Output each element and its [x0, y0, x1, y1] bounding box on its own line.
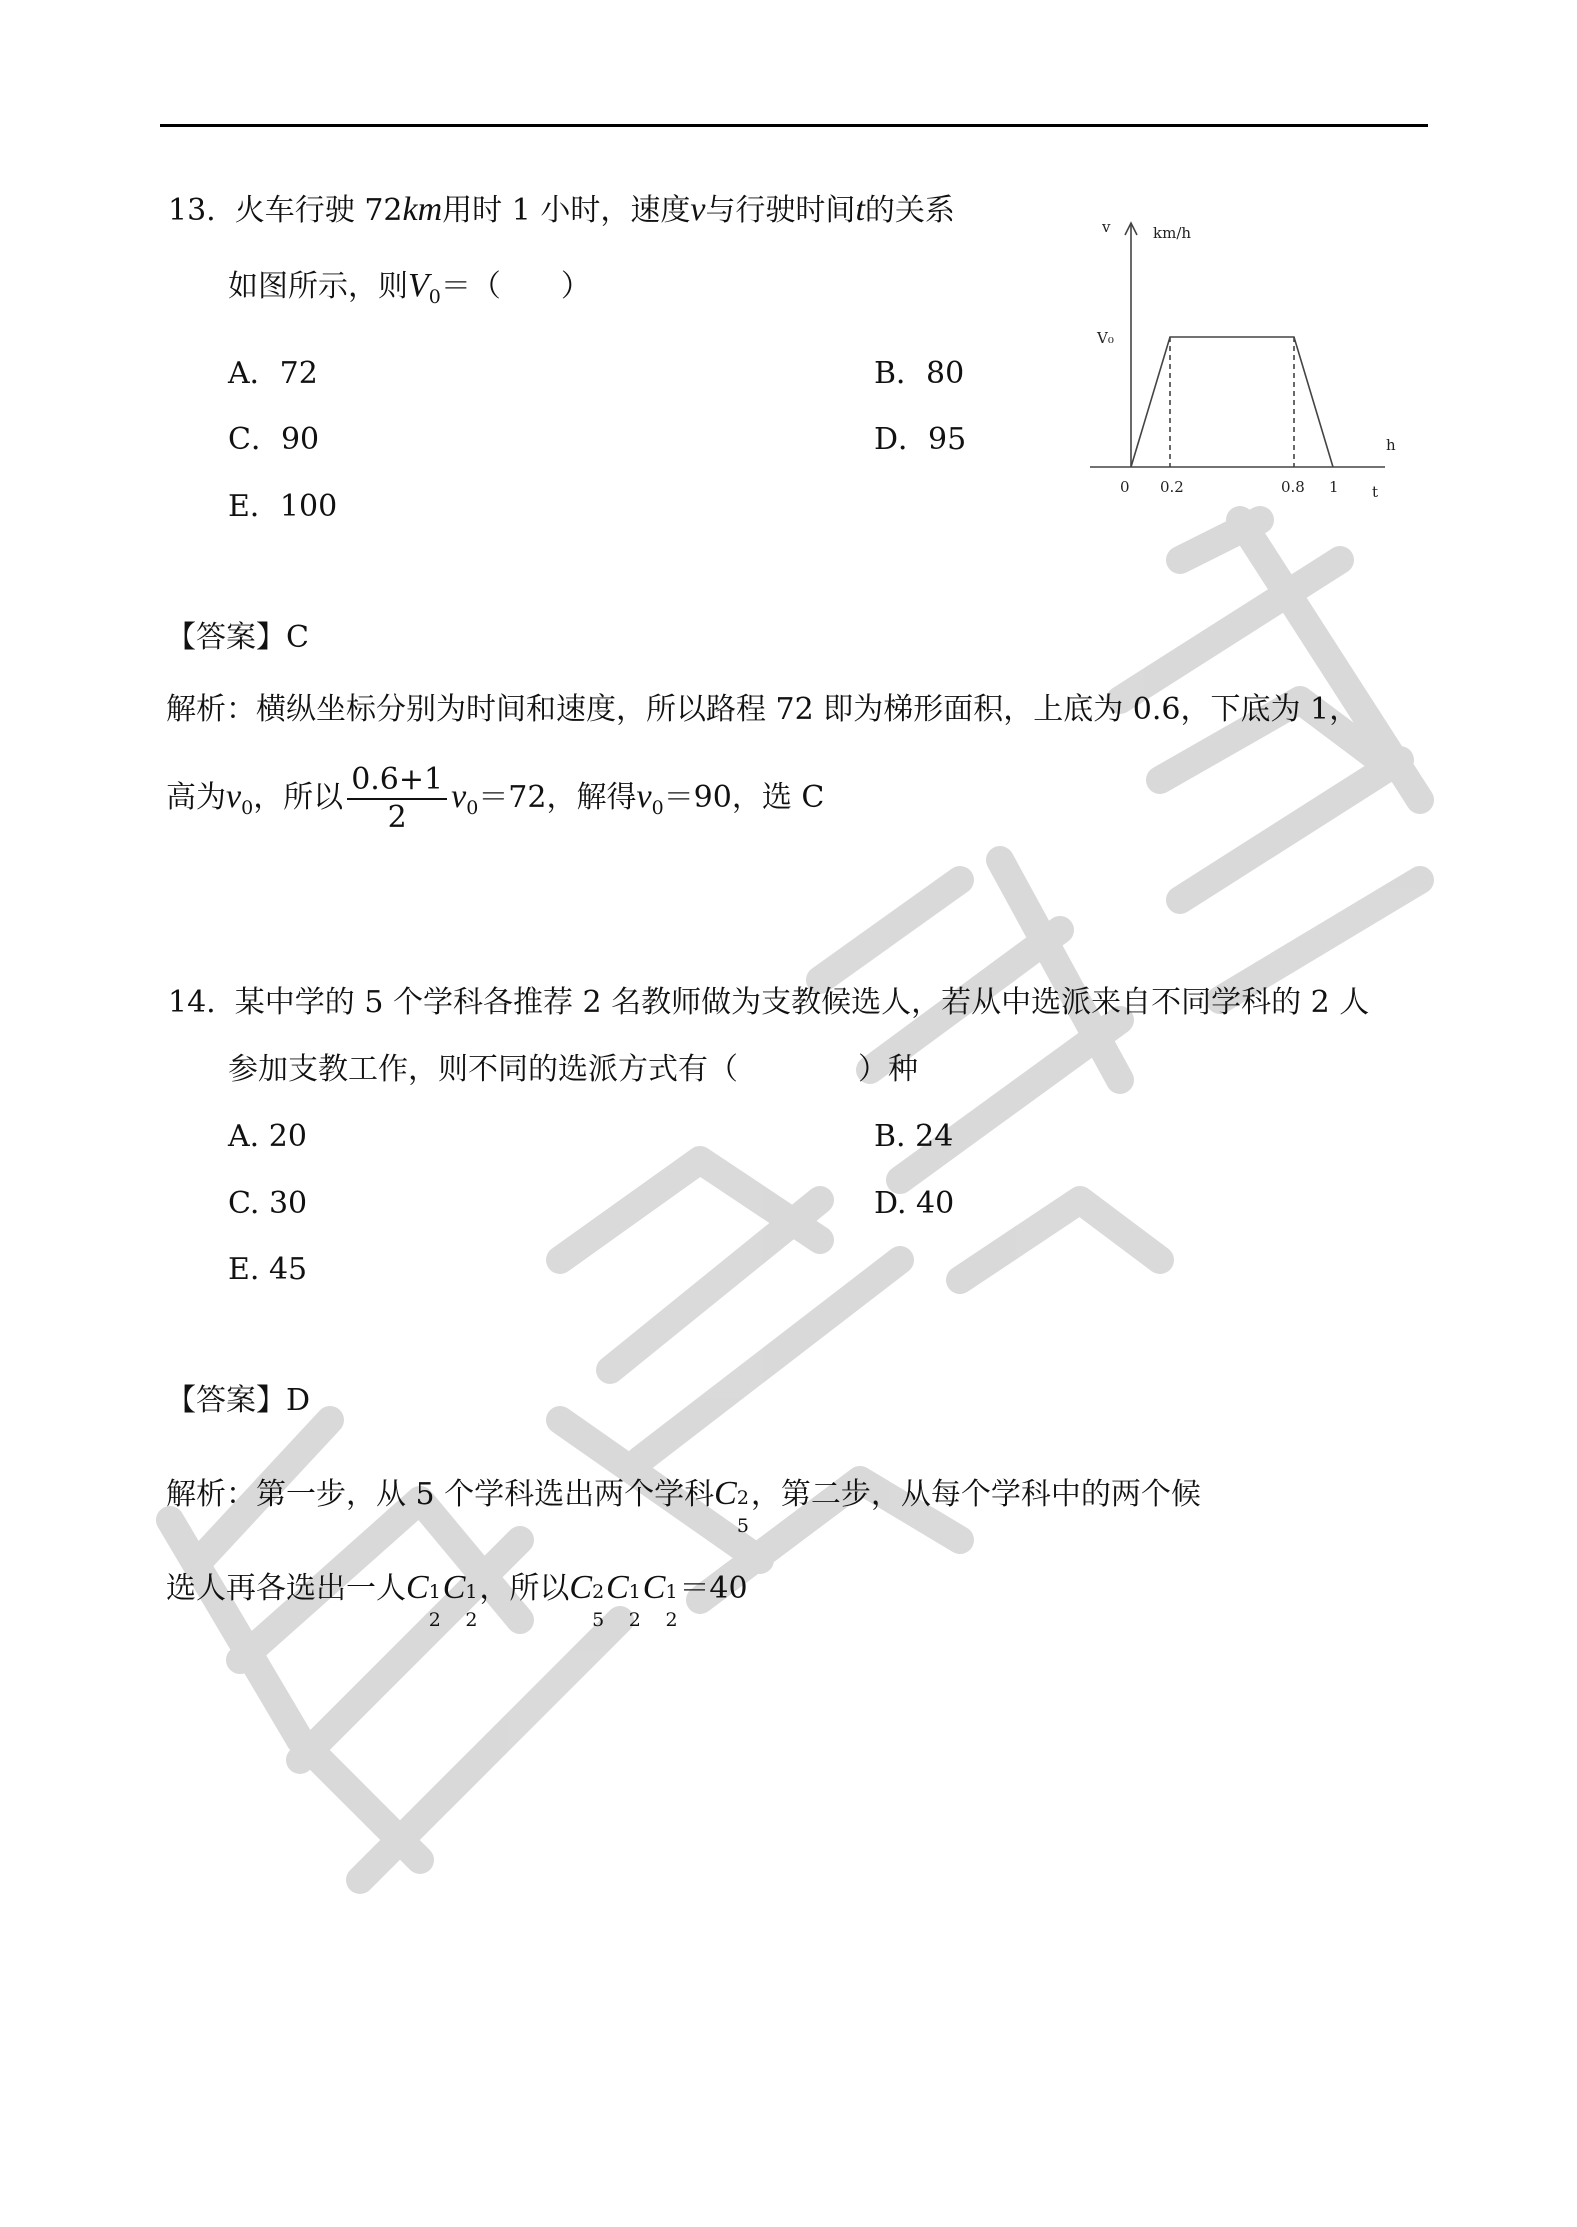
fraction-denominator: 2 — [387, 800, 407, 835]
q14-number: 14. — [168, 985, 216, 1020]
fraction-numerator: 0.6+1 — [347, 762, 447, 800]
q14-stem-line2: 参加支教工作，则不同的选派方式有（ ）种 — [228, 1052, 918, 1087]
q14-comb-c6: C — [642, 1569, 666, 1606]
q14-comb5-sup: 1 — [628, 1581, 641, 1603]
q14-comb-sup: 2 — [736, 1487, 749, 1509]
q14-analysis-text-e: ＝40 — [679, 1571, 748, 1606]
velocity-time-graph — [1085, 205, 1415, 505]
q14-comb-sub: 5 — [736, 1515, 749, 1537]
q13-analysis-v2: v — [451, 778, 467, 815]
q13-option-e[interactable]: E．100 — [228, 489, 338, 524]
q14-option-e[interactable]: E. 45 — [228, 1252, 308, 1287]
q14-analysis-text-a: 解析：第一步，从 5 个学科选出两个学科 — [166, 1477, 715, 1512]
graph-tick-02: 0.2 — [1160, 478, 1184, 496]
q13-stem2-text-b: ＝（ ） — [440, 269, 591, 304]
q13-analysis-v: v — [226, 778, 242, 815]
q14-comb2-sup: 1 — [428, 1581, 441, 1603]
q13-analysis-eq1: ＝72 — [478, 780, 547, 815]
header-rule — [160, 124, 1428, 127]
graph-x-unit: h — [1386, 436, 1396, 454]
q13-fraction — [347, 762, 447, 836]
q14-comb6-sub: 2 — [665, 1609, 678, 1631]
q14-comb-c3: C — [442, 1569, 466, 1606]
graph-trapezoid — [1131, 337, 1333, 467]
q14-analysis-text-d: ，所以 — [479, 1571, 570, 1606]
q14-option-d[interactable]: D. 40 — [874, 1186, 955, 1221]
q13-stem-line2 — [228, 266, 591, 317]
q14-comb3-sub: 2 — [465, 1609, 478, 1631]
q14-comb-c4: C — [569, 1569, 593, 1606]
q13-analysis-line2 — [166, 762, 824, 836]
q14-option-b[interactable]: B. 24 — [874, 1119, 954, 1154]
q13-var-v: v — [690, 191, 706, 228]
q13-option-a[interactable]: A．72 — [228, 356, 318, 391]
q14-comb-c2: C — [406, 1569, 429, 1606]
q14-stem-line1 — [168, 983, 1369, 1023]
q13-option-c[interactable]: C．90 — [228, 422, 320, 457]
q13-analysis-eq2: ＝90 — [663, 780, 732, 815]
q14-stem-text1: 某中学的 5 个学科各推荐 2 名教师做为支教候选人，若从中选派来自不同学科的 2 人 — [234, 985, 1370, 1020]
q14-comb5-sub: 2 — [628, 1609, 641, 1631]
q14-comb-c: C — [714, 1475, 737, 1512]
q14-option-a[interactable]: A. 20 — [228, 1119, 307, 1154]
q13-stem2-text-a: 如图所示，则 — [228, 269, 408, 304]
q13-analysis-text-a: 高为 — [166, 780, 226, 815]
graph-tick-1: 1 — [1329, 478, 1339, 496]
q13-analysis-v3: v — [636, 778, 652, 815]
graph-y-label: v — [1102, 218, 1111, 236]
q13-answer: 【答案】C — [166, 620, 309, 655]
q13-var-V: V — [408, 267, 429, 304]
q14-comb3-sup: 1 — [465, 1581, 478, 1603]
q13-option-b[interactable]: B．80 — [874, 356, 965, 391]
q13-analysis-v2-sub: 0 — [466, 797, 479, 819]
q13-stem-text-b: 用时 1 小时，速度 — [442, 193, 691, 228]
q14-answer: 【答案】D — [166, 1383, 311, 1418]
q14-option-c[interactable]: C. 30 — [228, 1186, 308, 1221]
q13-unit: km — [402, 191, 443, 228]
graph-origin: 0 — [1120, 478, 1130, 496]
q13-stem-text-a: 火车行驶 72 — [234, 193, 403, 228]
q13-var-V-sub: 0 — [428, 286, 441, 308]
q14-comb2-sub: 2 — [428, 1609, 441, 1631]
q13-var-t: t — [855, 191, 865, 228]
q14-analysis-text-b: ，第二步，从每个学科中的两个候 — [750, 1477, 1201, 1512]
q13-option-d[interactable]: D．95 — [874, 422, 967, 457]
q14-comb6-sup: 1 — [665, 1581, 678, 1603]
q13-analysis-text-b: ，所以 — [253, 780, 344, 815]
graph-y-unit: km/h — [1153, 224, 1192, 242]
q14-analysis-line2 — [166, 1568, 748, 1631]
graph-x-label: t — [1372, 483, 1379, 501]
q13-stem-line1 — [168, 190, 955, 231]
q14-analysis-text-c: 选人再各选出一人 — [166, 1571, 406, 1606]
q13-analysis-text-d: ，选 C — [731, 780, 825, 815]
q13-stem-text-c: 与行驶时间 — [705, 193, 856, 228]
q13-stem-text-d: 的关系 — [864, 193, 955, 228]
q13-analysis-text-c: ，解得 — [546, 780, 637, 815]
graph-tick-08: 0.8 — [1281, 478, 1305, 496]
q14-comb4-sup: 2 — [592, 1581, 605, 1603]
q13-analysis-v3-sub: 0 — [651, 797, 664, 819]
graph-v0-label: V₀ — [1097, 329, 1114, 347]
q14-comb-c5: C — [606, 1569, 629, 1606]
q14-analysis-line1 — [166, 1474, 1201, 1537]
q13-analysis-v-sub: 0 — [241, 797, 254, 819]
q13-number: 13. — [168, 193, 216, 228]
q13-analysis-line1: 解析：横纵坐标分别为时间和速度，所以路程 72 即为梯形面积，上底为 0.6，下底为 1， — [166, 692, 1360, 727]
q14-comb4-sub: 5 — [592, 1609, 605, 1631]
